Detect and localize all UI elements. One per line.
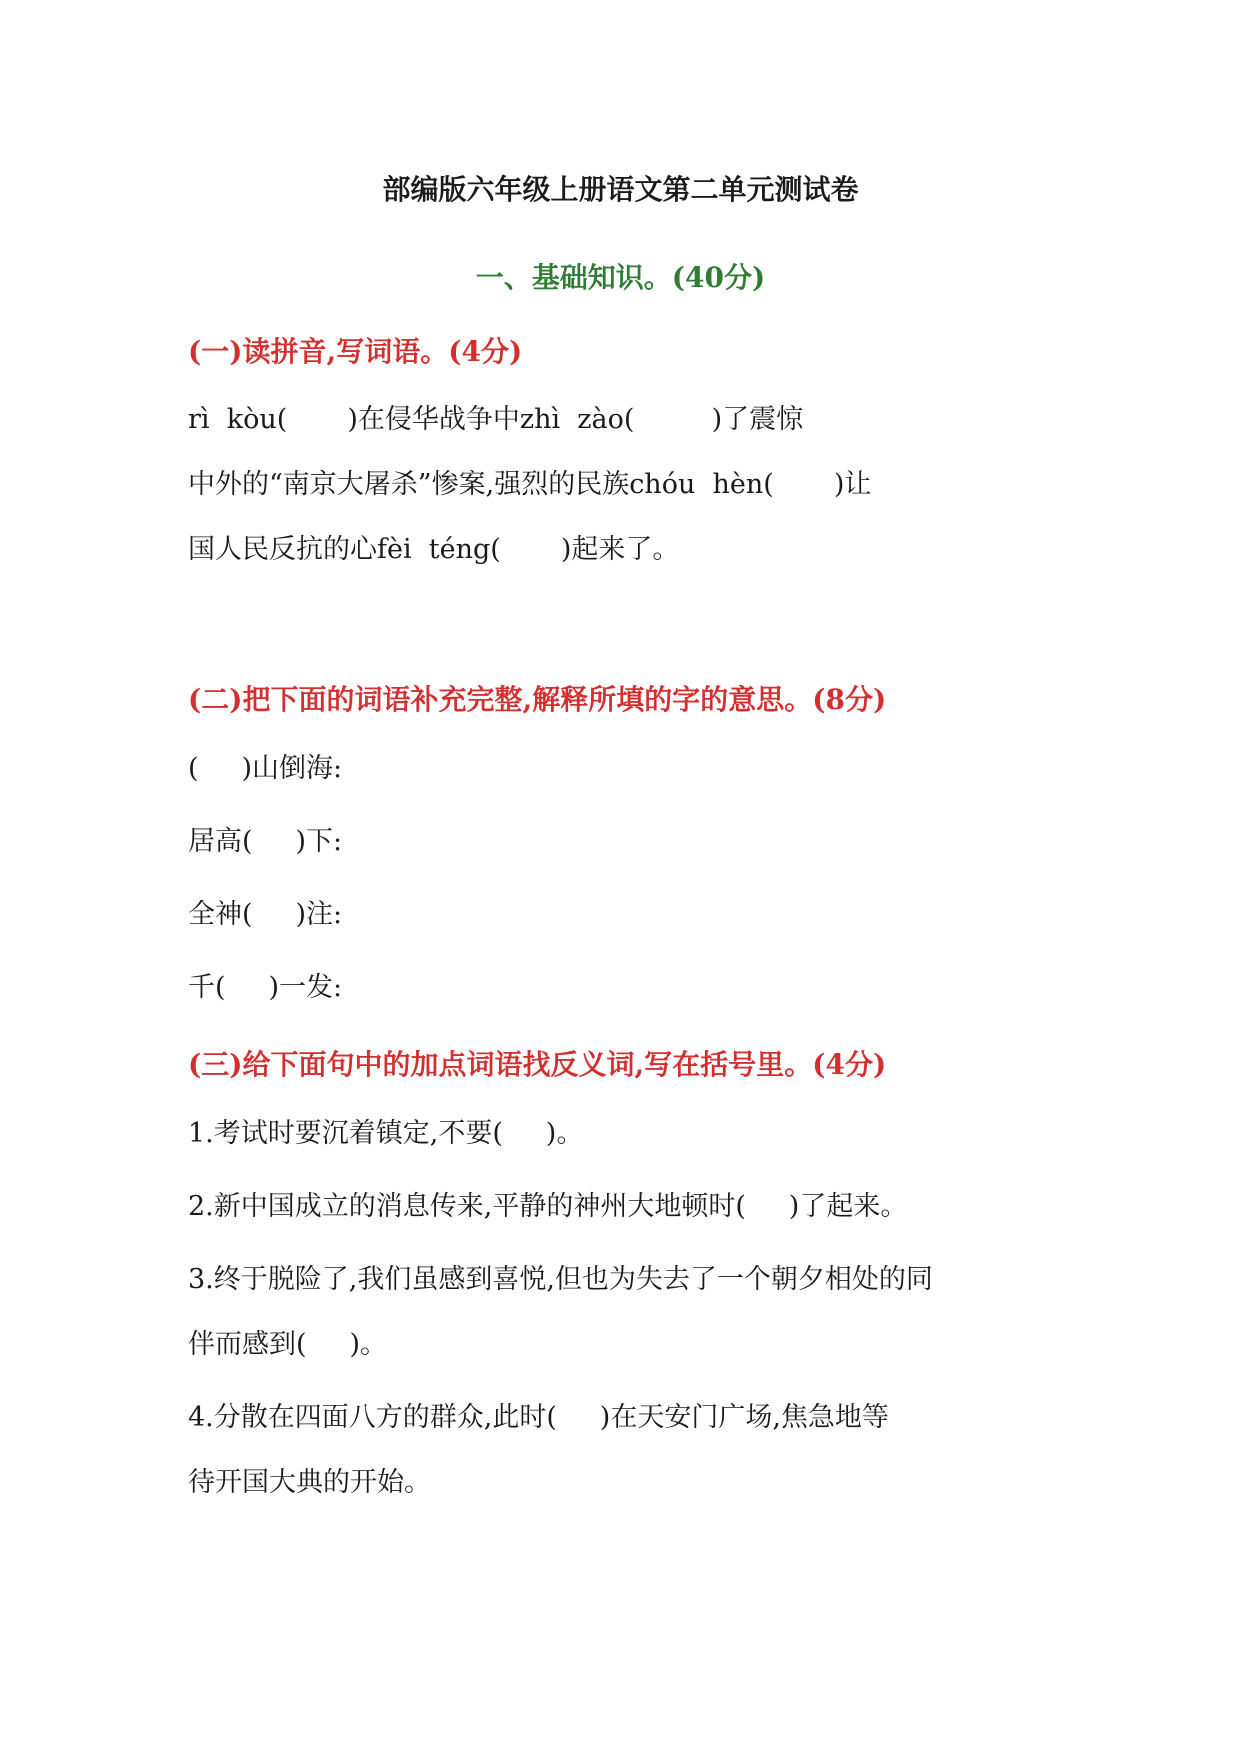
section-two-item: ( )山倒海: <box>188 753 343 784</box>
section-one-line: 中外的“南京大屠杀”惨案,强烈的民族chóu hèn( )让 <box>188 469 872 500</box>
section-three-line: 4.分散在四面八方的群众,此时( )在天安门广场,焦急地等 <box>188 1402 889 1433</box>
section-three-heading: (三)给下面句中的加点词语找反义词,写在括号里。(4分) <box>188 1048 887 1081</box>
section-three-line: 2.新中国成立的消息传来,平静的神州大地顿时( )了起来。 <box>188 1191 908 1222</box>
section-three-line: 待开国大典的开始。 <box>188 1467 431 1498</box>
section-one-heading: (一)读拼音,写词语。(4分) <box>188 335 523 368</box>
page-title: 部编版六年级上册语文第二单元测试卷 <box>382 173 859 206</box>
section-three-line: 1.考试时要沉着镇定,不要( )。 <box>188 1118 584 1149</box>
section-one-line: rì kòu( )在侵华战争中zhì zào( )了震惊 <box>188 404 804 435</box>
section-three-line: 3.终于脱险了,我们虽感到喜悦,但也为失去了一个朝夕相处的同 <box>188 1264 933 1295</box>
part-one-heading: 一、基础知识。(40分) <box>475 261 766 294</box>
section-two-heading: (二)把下面的词语补充完整,解释所填的字的意思。(8分) <box>188 683 887 716</box>
section-two-item: 居高( )下: <box>188 826 343 857</box>
section-three-line: 伴而感到( )。 <box>188 1329 387 1360</box>
section-two-item: 千( )一发: <box>188 972 343 1003</box>
section-one-line: 国人民反抗的心fèi téng( )起来了。 <box>188 534 680 565</box>
section-two-item: 全神( )注: <box>188 899 343 930</box>
